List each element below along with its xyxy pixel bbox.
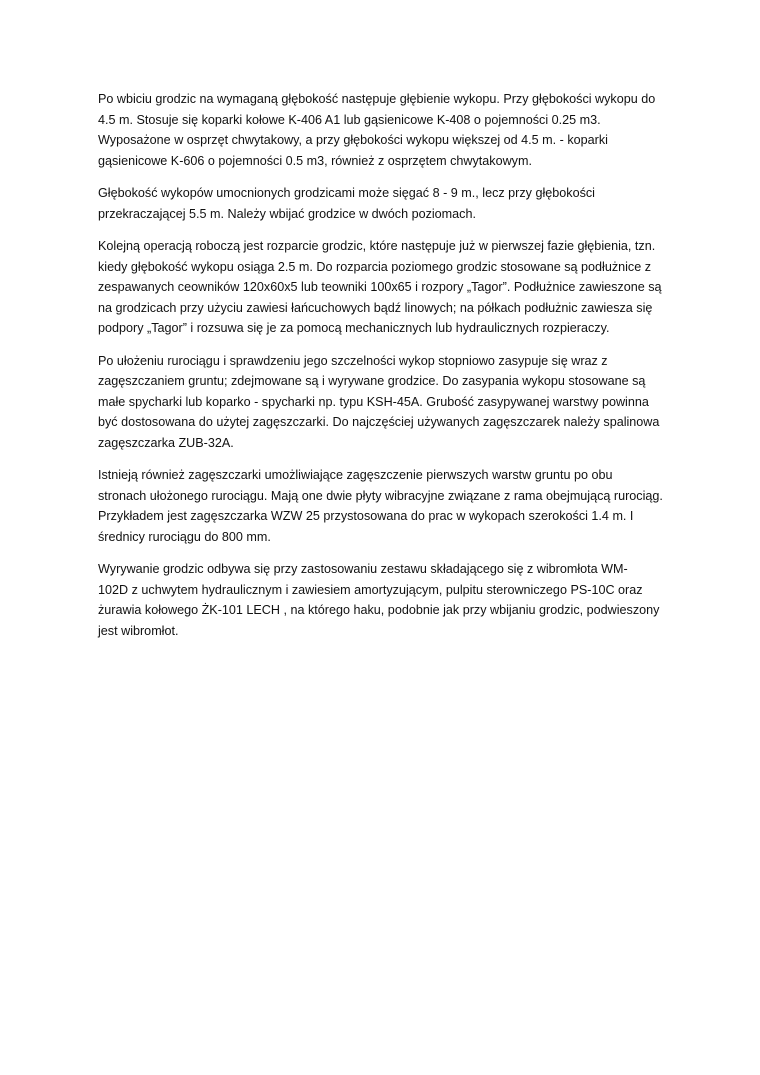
paragraph-line: średnicy rurociągu do 800 mm.: [98, 529, 271, 544]
paragraph-line: Po wbiciu grodzic na wymaganą głębokość następuje głębienie wykopu. Przy głębokości wykopu do: [98, 92, 656, 106]
paragraph-line: małe spycharki lub koparko - spycharki np. typu KSH-45A. Grubość zasypywanej warstwy powinna: [98, 394, 649, 409]
paragraph-line: żurawia kołowego ŻK-101 LECH , na którego haku, podobnie jak przy wbijaniu grodzic, podwieszony: [98, 603, 660, 617]
paragraph-line: Kolejną operacją roboczą jest rozparcie grodzic, które następuje już w pierwszej fazie głębienia, tzn.: [98, 239, 656, 253]
paragraph-line: gąsienicowe K-606 o pojemności 0.5 m3, również z osprzętem chwytakowym.: [98, 153, 532, 168]
paragraph-line: być dostosowana do użytej zagęszczarki. Do najczęściej używanych zagęszczarek należy spalinowa: [98, 415, 660, 429]
paragraph-2: [88, 183, 688, 224]
paragraph-line: 102D z uchwytem hydraulicznym i zawiesiem amortyzującym, pulpitu sterowniczego PS-10C oraz: [98, 582, 643, 597]
paragraph-line: jest wibromłot.: [98, 623, 179, 638]
paragraph-6: [88, 559, 688, 641]
paragraph-line: Po ułożeniu rurociągu i sprawdzeniu jego szczelności wykop stopniowo zasypuje się wraz z: [98, 353, 608, 368]
paragraph-line: Wyrywanie grodzic odbywa się przy zastosowaniu zestawu składającego się z wibromłota WM-: [98, 562, 628, 576]
document-body: [88, 89, 688, 653]
paragraph-4: [88, 351, 688, 454]
paragraph-line: Wyposażone w osprzęt chwytakowy, a przy głębokości wykopu większej od 4.5 m. - koparki: [98, 133, 608, 147]
paragraph-line: kiedy głębokość wykopu osiąga 2.5 m. Do rozparcia poziomego grodzic stosowane są podłużnice z: [98, 259, 652, 274]
paragraph-5: [88, 465, 688, 547]
paragraph-3: [88, 236, 688, 339]
paragraph-line: 4.5 m. Stosuje się koparki kołowe K-406 A1 lub gąsienicowe K-408 o pojemności 0.25 m3.: [98, 112, 601, 127]
paragraph-line: Przykładem jest zagęszczarka WZW 25 przystosowana do prac w wykopach szerokości 1.4 m. I: [98, 509, 634, 523]
paragraph-line: na grodzicach przy użyciu zawiesi łańcuchowych bądź linowych; na półkach podłużnic zawiesza się: [98, 300, 653, 315]
paragraph-line: stronach ułożonego rurociągu. Mają one dwie płyty wibracyjne związane z rama obejmującą rurociąg.: [98, 488, 663, 503]
paragraph-line: Głębokość wykopów umocnionych grodzicami może sięgać 8 - 9 m., lecz przy głębokości: [98, 186, 595, 200]
paragraph-line: zespawanych ceowników 120x60x5 lub teowniki 100x65 i rozpory „Tagor”. Podłużnice zawieszone są: [98, 280, 662, 294]
paragraph-line: Istnieją również zagęszczarki umożliwiające zagęszczenie pierwszych warstw gruntu po obu: [98, 468, 613, 482]
paragraph-line: podpory „Tagor” i rozsuwa się je za pomocą mechanicznych lub hydraulicznych rozpieraczy.: [98, 321, 610, 335]
paragraph-line: przekraczającej 5.5 m. Należy wbijać grodzice w dwóch poziomach.: [98, 206, 476, 221]
paragraph-line: zagęszczaniem gruntu; zdejmowane są i wyrywane grodzice. Do zasypania wykopu stosowane są: [98, 374, 646, 388]
paragraph-line: zagęszczarka ZUB-32A.: [98, 435, 234, 450]
paragraph-1: [88, 89, 688, 171]
